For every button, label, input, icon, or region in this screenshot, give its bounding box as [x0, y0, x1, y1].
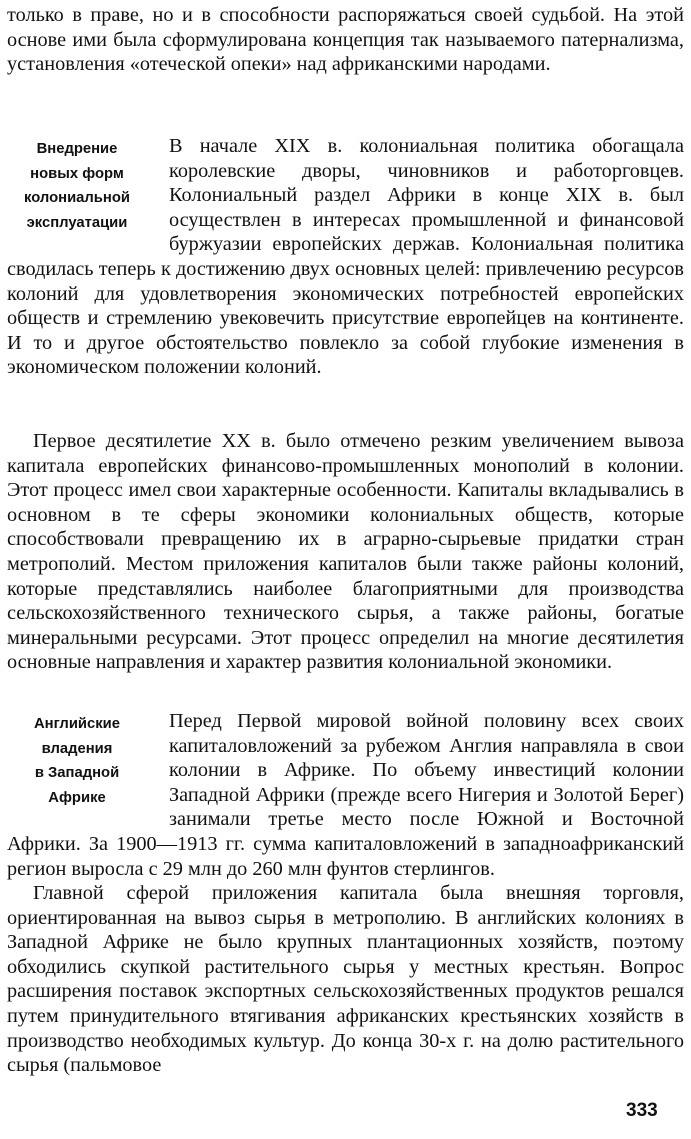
page-number: 333: [626, 1100, 658, 1121]
margin-note-line: Английские: [34, 716, 120, 732]
paragraph-british-investment: Перед Первой мировой войной половину всех своих капиталовложений за рубежом Англия направляла в свои колонии в Африке. По объему инвестиций колонии Западной Африки (прежде всего Нигерия и Золотой Берег) занимали третье место после Южной и Восточной Африки. За 1900—1913 гг. сумма капиталовложений в западноафриканский регион выросла с 29 млн до 260 млн фунтов стерлингов.: [7, 710, 684, 880]
margin-note-line: Внедрение: [36, 141, 118, 157]
paragraph-intro-continuation: только в праве, но и в способности распоряжаться своей судьбой. На этой основе ими была сформулирована концепция так называемого патернализма, установления «отеческой опеки» над африканскими народами.: [7, 4, 684, 76]
section-british-west-africa: [7, 709, 684, 881]
paragraph-capital-export: Первое десятилетие XX в. было отмечено резким увеличением вывоза капитала европейских финансово-промышленных монополий в колонии. Этот процесс имел свои характерные особенности. Капиталы вкладывались в основном в те сферы экономики колониальных обществ, которые способствовали превращению их в аграрно-сырьевые придатки стран метрополий. Местом приложения капиталов были также районы колоний, которые представлялись наиболее благоприятными для производства сельскохозяйственного технического сырья, а также районы, богатые минеральными ресурсами. Этот процесс определил на многие десятилетия основные направления и характер развития колониальной экономики.: [7, 430, 684, 674]
margin-note-line: владения: [41, 740, 113, 757]
section-new-exploitation: [7, 134, 684, 380]
margin-note-new-exploitation: [7, 134, 147, 235]
margin-note-line: эксплуатации: [26, 214, 128, 231]
margin-note-line: Африке: [48, 789, 106, 806]
margin-note-line: новых форм: [30, 165, 124, 182]
margin-note-line: колониальной: [24, 190, 130, 207]
margin-note-british-west-africa: [7, 709, 147, 810]
paragraph-foreign-trade: Главной сферой приложения капитала была внешняя торговля, ориентированная на вывоз сырья в метрополию. В английских колониях в Западной Африке не было крупных плантационных хозяйств, поэтому обходились скупкой растительного сырья у местных крестьян. Вопрос расширения поставок экспортных сельскохозяйственных продуктов решался путем принудительного втягивания африканских крестьянских хозяйств в производство необходимых культур. До конца 30-х г. на долю растительного сырья (пальмовое: [7, 882, 684, 1077]
paragraph-colonial-policy: В начале XIX в. колониальная политика обогащала королевские дворы, чиновников и работорговцев. Колониальный раздел Африки в конце XIX в. был осуществлен в интересах промышленной и финансовой буржуазии европейских держав. Колониальная политика сводилась теперь к достижению двух основных целей: привлечению ресурсов колоний для удовлетворения экономических потребностей европейских обществ и стремлению увековечить присутствие европейцев на континенте. И то и другое обстоятельство повлекло за собой глубокие изменения в экономическом положении колоний.: [7, 135, 684, 379]
margin-note-line: в Западной: [34, 765, 120, 782]
